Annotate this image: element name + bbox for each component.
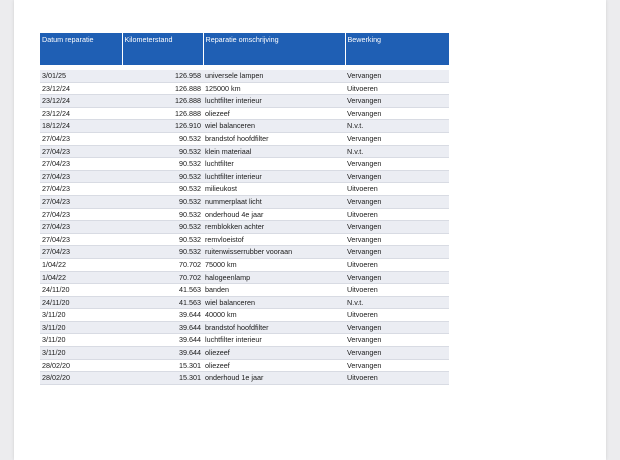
cell-date: 27/04/23 [40, 208, 122, 221]
cell-date: 18/12/24 [40, 120, 122, 133]
cell-date: 27/04/23 [40, 145, 122, 158]
cell-description: brandstof hoofdfilter [203, 132, 345, 145]
cell-action: Uitvoeren [345, 372, 449, 385]
cell-km: 90.532 [122, 145, 203, 158]
table-row [40, 359, 449, 372]
table-header [40, 33, 449, 65]
table-row [40, 271, 449, 284]
cell-description: universele lampen [203, 70, 345, 82]
table-row [40, 372, 449, 385]
cell-description: remvloeistof [203, 233, 345, 246]
header-date: Datum reparatie [40, 33, 122, 65]
cell-date: 28/02/20 [40, 372, 122, 385]
cell-date: 28/02/20 [40, 359, 122, 372]
cell-description: onderhoud 1e jaar [203, 372, 345, 385]
table-row [40, 95, 449, 108]
cell-action: Uitvoeren [345, 82, 449, 95]
cell-action: Vervangen [345, 271, 449, 284]
cell-km: 15.301 [122, 359, 203, 372]
cell-description: wiel balanceren [203, 296, 345, 309]
cell-action: Uitvoeren [345, 309, 449, 322]
table-row [40, 296, 449, 309]
cell-description: oliezeef [203, 107, 345, 120]
table-row [40, 246, 449, 259]
cell-km: 90.532 [122, 208, 203, 221]
cell-date: 27/04/23 [40, 195, 122, 208]
cell-km: 70.702 [122, 271, 203, 284]
cell-action: Uitvoeren [345, 183, 449, 196]
cell-description: banden [203, 284, 345, 297]
table-body [40, 65, 449, 384]
cell-action: Vervangen [345, 158, 449, 171]
cell-description: ruitenwisserrubber vooraan [203, 246, 345, 259]
cell-action: N.v.t. [345, 120, 449, 133]
table-row [40, 170, 449, 183]
cell-action: Vervangen [345, 334, 449, 347]
cell-date: 27/04/23 [40, 132, 122, 145]
cell-action: Uitvoeren [345, 258, 449, 271]
cell-km: 39.644 [122, 321, 203, 334]
cell-description: luchtfilter [203, 158, 345, 171]
cell-km: 90.532 [122, 246, 203, 259]
table-row [40, 158, 449, 171]
cell-date: 3/11/20 [40, 347, 122, 360]
cell-date: 23/12/24 [40, 95, 122, 108]
cell-km: 90.532 [122, 195, 203, 208]
cell-description: klein materiaal [203, 145, 345, 158]
cell-action: Vervangen [345, 221, 449, 234]
cell-description: remblokken achter [203, 221, 345, 234]
table-row [40, 321, 449, 334]
table-row [40, 183, 449, 196]
cell-date: 23/12/24 [40, 107, 122, 120]
cell-description: wiel balanceren [203, 120, 345, 133]
cell-date: 3/11/20 [40, 334, 122, 347]
cell-action: Vervangen [345, 107, 449, 120]
cell-description: halogeenlamp [203, 271, 345, 284]
table-row [40, 145, 449, 158]
cell-km: 90.532 [122, 233, 203, 246]
cell-km: 126.888 [122, 82, 203, 95]
cell-km: 70.702 [122, 258, 203, 271]
header-row [40, 33, 449, 65]
header-action: Bewerking [345, 33, 449, 65]
cell-action: Uitvoeren [345, 284, 449, 297]
cell-action: Vervangen [345, 359, 449, 372]
table-row [40, 195, 449, 208]
table-row [40, 309, 449, 322]
cell-action: Vervangen [345, 246, 449, 259]
cell-description: 75000 km [203, 258, 345, 271]
cell-date: 1/04/22 [40, 271, 122, 284]
cell-km: 39.644 [122, 309, 203, 322]
cell-km: 90.532 [122, 158, 203, 171]
header-description: Reparatie omschrijving [203, 33, 345, 65]
cell-date: 3/11/20 [40, 309, 122, 322]
table-row [40, 334, 449, 347]
cell-date: 27/04/23 [40, 233, 122, 246]
cell-km: 90.532 [122, 132, 203, 145]
table-row [40, 221, 449, 234]
table-row [40, 208, 449, 221]
table-row [40, 107, 449, 120]
cell-action: Uitvoeren [345, 208, 449, 221]
cell-date: 27/04/23 [40, 170, 122, 183]
cell-km: 39.644 [122, 347, 203, 360]
table-row [40, 233, 449, 246]
cell-date: 23/12/24 [40, 82, 122, 95]
cell-action: N.v.t. [345, 145, 449, 158]
cell-description: brandstof hoofdfilter [203, 321, 345, 334]
cell-date: 24/11/20 [40, 296, 122, 309]
table-row [40, 284, 449, 297]
cell-description: luchtfilter interieur [203, 334, 345, 347]
cell-description: 125000 km [203, 82, 345, 95]
cell-date: 24/11/20 [40, 284, 122, 297]
cell-km: 39.644 [122, 334, 203, 347]
cell-km: 41.563 [122, 296, 203, 309]
table-row [40, 82, 449, 95]
cell-description: 40000 km [203, 309, 345, 322]
cell-date: 27/04/23 [40, 158, 122, 171]
cell-description: milieukost [203, 183, 345, 196]
cell-km: 126.888 [122, 107, 203, 120]
cell-date: 1/04/22 [40, 258, 122, 271]
repair-history-table [40, 33, 449, 385]
cell-action: Vervangen [345, 347, 449, 360]
cell-km: 90.532 [122, 221, 203, 234]
cell-date: 27/04/23 [40, 221, 122, 234]
cell-action: Vervangen [345, 195, 449, 208]
cell-date: 27/04/23 [40, 246, 122, 259]
cell-action: Vervangen [345, 132, 449, 145]
cell-km: 41.563 [122, 284, 203, 297]
cell-km: 90.532 [122, 170, 203, 183]
cell-description: luchtfilter interieur [203, 95, 345, 108]
cell-action: Vervangen [345, 321, 449, 334]
table-row [40, 120, 449, 133]
cell-action: Vervangen [345, 170, 449, 183]
cell-date: 3/01/25 [40, 70, 122, 82]
cell-date: 3/11/20 [40, 321, 122, 334]
document-page [14, 0, 606, 460]
table-row [40, 258, 449, 271]
cell-km: 126.910 [122, 120, 203, 133]
cell-description: oliezeef [203, 347, 345, 360]
table-row [40, 347, 449, 360]
cell-description: nummerplaat licht [203, 195, 345, 208]
cell-km: 90.532 [122, 183, 203, 196]
cell-action: Vervangen [345, 70, 449, 82]
cell-description: onderhoud 4e jaar [203, 208, 345, 221]
cell-km: 126.958 [122, 70, 203, 82]
table-row [40, 70, 449, 82]
cell-action: Vervangen [345, 233, 449, 246]
cell-km: 15.301 [122, 372, 203, 385]
cell-action: N.v.t. [345, 296, 449, 309]
header-km: Kilometerstand [122, 33, 203, 65]
cell-description: luchtfilter interieur [203, 170, 345, 183]
cell-description: oliezeef [203, 359, 345, 372]
table-row [40, 132, 449, 145]
cell-km: 126.888 [122, 95, 203, 108]
cell-date: 27/04/23 [40, 183, 122, 196]
cell-action: Vervangen [345, 95, 449, 108]
